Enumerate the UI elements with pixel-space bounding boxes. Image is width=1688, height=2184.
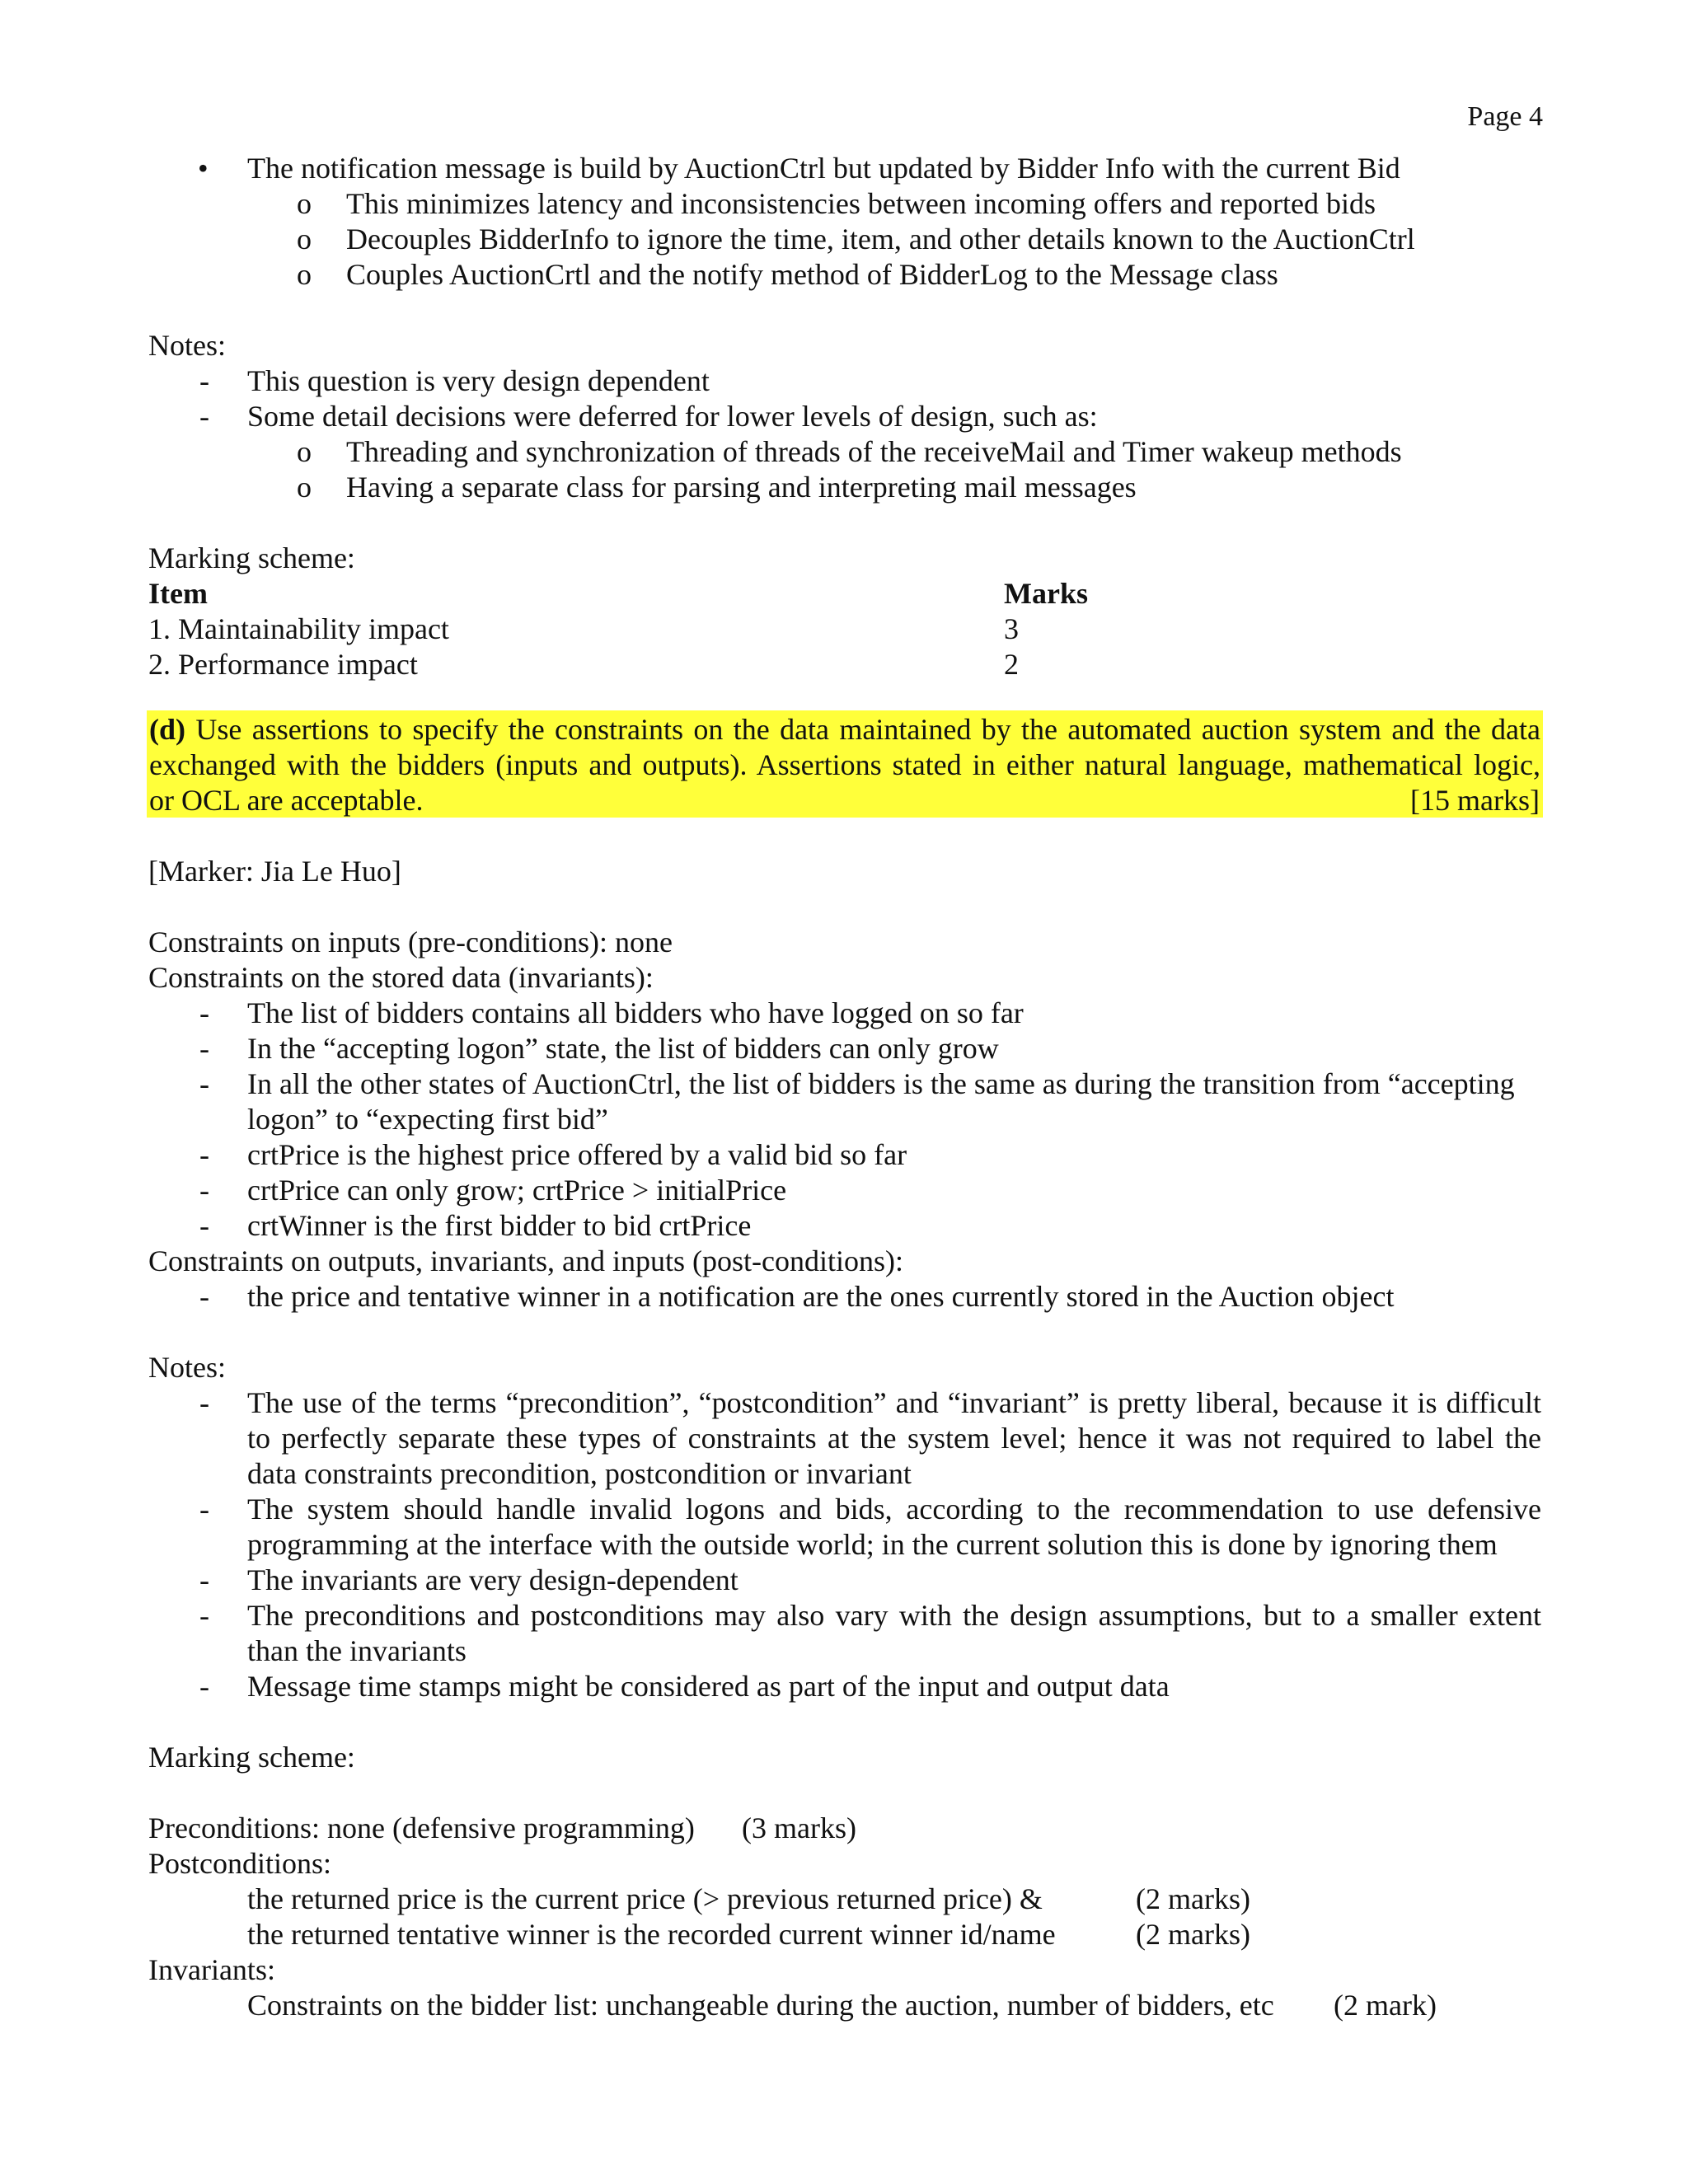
sub-bullet-symbol: o (297, 187, 312, 220)
preconditions-line: Preconditions: none (defensive programming) (148, 1811, 695, 1844)
table-header-item: Item (148, 577, 208, 610)
intro-sub-2: Decouples BidderInfo to ignore the time, item, and other details known to the AuctionCtrl (346, 223, 1415, 255)
constraints-inputs: Constraints on inputs (pre-conditions): none (148, 926, 673, 958)
sub-bullet-symbol: o (297, 435, 312, 468)
dash-symbol: - (199, 1067, 209, 1100)
constraints-stored-heading: Constraints on the stored data (invariants): (148, 961, 654, 994)
intro-sub-1: This minimizes latency and inconsistencies between incoming offers and reported bids (346, 187, 1376, 220)
question-text-1: Use assertions to specify the constraints on the data maintained by the automated auction system and the data (195, 713, 1540, 746)
preconditions-marks: (3 marks) (742, 1811, 856, 1844)
dash-symbol: - (199, 1138, 209, 1171)
intro-bullet-text: The notification message is build by AuctionCtrl but updated by Bidder Info with the current Bid (247, 152, 1400, 185)
postcondition-1-marks: (2 marks) (1136, 1882, 1250, 1915)
marking-scheme-heading: Marking scheme: (148, 1741, 355, 1774)
dash-symbol: - (199, 1599, 209, 1632)
output-constraint-1: the price and tentative winner in a notification are the ones currently stored in the Auction object (247, 1280, 1395, 1313)
constraints-outputs-heading: Constraints on outputs, invariants, and inputs (post-conditions): (148, 1244, 903, 1277)
question-line-3: or OCL are acceptable. (149, 784, 424, 817)
table-row-item: 1. Maintainability impact (148, 612, 449, 645)
postconditions-heading: Postconditions: (148, 1847, 332, 1880)
notes2-line-9: Message time stamps might be considered as part of the input and output data (247, 1670, 1170, 1703)
sub-bullet-symbol: o (297, 223, 312, 255)
notes2-line-6: The invariants are very design-dependent (247, 1563, 738, 1596)
notes2-line-2: to perfectly separate these types of constraints at the system level; hence it was not required to label the (247, 1422, 1541, 1455)
invariant-1-marks: (2 mark) (1334, 1989, 1437, 2022)
stored-constraint-3: In all the other states of AuctionCtrl, the list of bidders is the same as during the transition from “accepting (247, 1067, 1515, 1100)
dash-symbol: - (199, 1174, 209, 1207)
postcondition-2-marks: (2 marks) (1136, 1918, 1250, 1951)
notes2-line-7: The preconditions and postconditions may also vary with the design assumptions, but to a smaller extent (247, 1599, 1541, 1632)
question-line-1 (149, 712, 1540, 748)
dash-symbol: - (199, 996, 209, 1029)
dash-symbol: - (199, 1386, 209, 1419)
table-row-item: 2. Performance impact (148, 648, 418, 681)
postcondition-2: the returned tentative winner is the recorded current winner id/name (247, 1918, 1056, 1951)
dash-symbol: - (199, 1209, 209, 1242)
question-label: (d) (149, 713, 185, 746)
question-marks: [15 marks] (1410, 784, 1540, 817)
table-header-marks: Marks (1004, 577, 1088, 610)
marking-scheme-heading: Marking scheme: (148, 541, 355, 574)
dash-symbol: - (199, 400, 209, 433)
stored-constraint-6: crtWinner is the first bidder to bid crtPrice (247, 1209, 752, 1242)
notes2-line-8: than the invariants (247, 1634, 467, 1667)
stored-constraint-5: crtPrice can only grow; crtPrice > initialPrice (247, 1174, 787, 1207)
notes2-line-4: The system should handle invalid logons and bids, according to the recommendation to use defensive (247, 1493, 1541, 1526)
stored-constraint-4: crtPrice is the highest price offered by a valid bid so far (247, 1138, 907, 1171)
notes-heading: Notes: (148, 329, 226, 362)
invariant-1: Constraints on the bidder list: unchangeable during the auction, number of bidders, etc (247, 1989, 1274, 2022)
question-line-2: exchanged with the bidders (inputs and outputs). Assertions stated in either natural language, mathematical logic, (149, 748, 1540, 781)
sub-bullet-symbol: o (297, 471, 312, 504)
notes-sub-1: Threading and synchronization of threads of the receiveMail and Timer wakeup methods (346, 435, 1402, 468)
bullet-symbol: • (198, 152, 209, 185)
dash-symbol: - (199, 1563, 209, 1596)
notes-item-1: This question is very design dependent (247, 364, 710, 397)
stored-constraint-3-cont: logon” to “expecting first bid” (247, 1103, 608, 1136)
dash-symbol: - (199, 1493, 209, 1526)
notes-heading: Notes: (148, 1351, 226, 1384)
notes2-line-3: data constraints precondition, postcondition or invariant (247, 1457, 912, 1490)
dash-symbol: - (199, 1670, 209, 1703)
dash-symbol: - (199, 1032, 209, 1065)
page-number: Page 4 (1467, 101, 1543, 132)
notes2-line-5: programming at the interface with the outside world; in the current solution this is done by ignoring them (247, 1528, 1498, 1561)
postcondition-1: the returned price is the current price (> previous returned price) & (247, 1882, 1043, 1915)
notes2-line-1: The use of the terms “precondition”, “postcondition” and “invariant” is pretty liberal, because it is difficult (247, 1386, 1541, 1419)
notes-item-2: Some detail decisions were deferred for lower levels of design, such as: (247, 400, 1098, 433)
stored-constraint-2: In the “accepting logon” state, the list of bidders can only grow (247, 1032, 999, 1065)
table-row-marks: 2 (1004, 648, 1019, 681)
dash-symbol: - (199, 364, 209, 397)
invariants-heading: Invariants: (148, 1953, 275, 1986)
stored-constraint-1: The list of bidders contains all bidders who have logged on so far (247, 996, 1024, 1029)
intro-sub-3: Couples AuctionCrtl and the notify method of BidderLog to the Message class (346, 258, 1278, 291)
sub-bullet-symbol: o (297, 258, 312, 291)
marker-line: [Marker: Jia Le Huo] (148, 855, 401, 888)
dash-symbol: - (199, 1280, 209, 1313)
table-row-marks: 3 (1004, 612, 1019, 645)
notes-sub-2: Having a separate class for parsing and interpreting mail messages (346, 471, 1137, 504)
